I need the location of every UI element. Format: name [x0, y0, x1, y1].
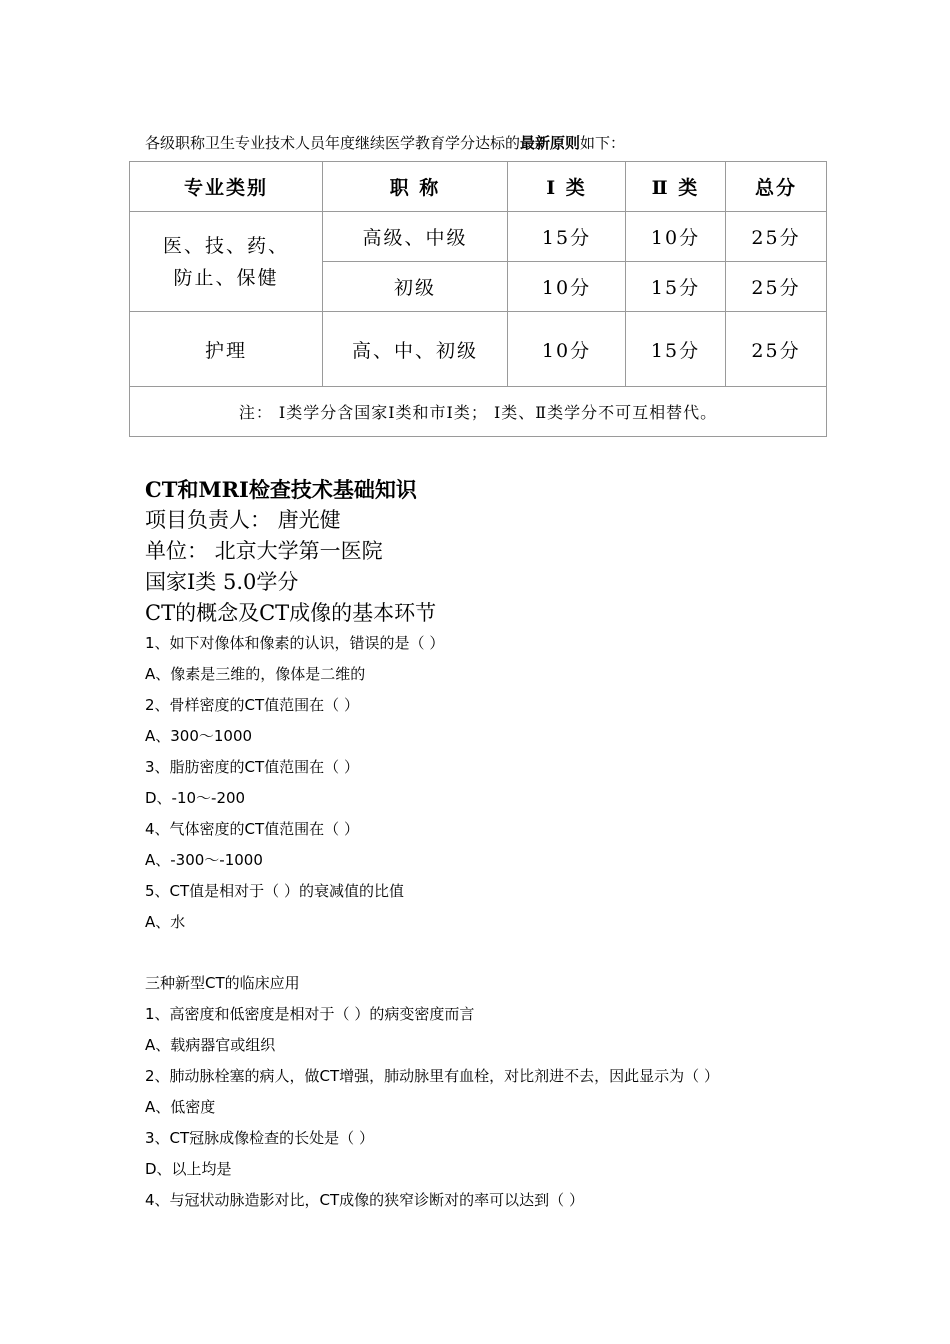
course-leader: 项目负责人： 唐光健 [145, 508, 341, 532]
table-note: 注： Ⅰ类学分含国家Ⅰ类和市Ⅰ类； Ⅰ类、Ⅱ类学分不可互相替代。 [130, 387, 827, 437]
table-row [130, 312, 827, 387]
category-line-2: 防止、保健 [173, 266, 279, 289]
list-item: 5、CT值是相对于（ ）的衰减值的比值 [145, 882, 404, 900]
list-item: 4、与冠状动脉造影对比，CT成像的狭窄诊断对的率可以达到（ ） [145, 1191, 584, 1209]
course-title: CT和MRI检查技术基础知识 [145, 477, 417, 502]
course-unit: 单位： 北京大学第一医院 [145, 539, 383, 563]
table-header-row [130, 162, 827, 212]
table-cell: 10分 [626, 212, 726, 262]
table-cell: 15分 [626, 312, 726, 387]
table-cell: 25分 [726, 312, 827, 387]
header-class1: Ⅰ 类 [508, 162, 626, 212]
table-cell: 10分 [508, 262, 626, 312]
course-credit: 国家Ⅰ类 5.0学分 [145, 570, 299, 594]
course-section: CT的概念及CT成像的基本环节 [145, 601, 437, 625]
list-item: D、-10～-200 [145, 789, 246, 807]
list-item: A、载病器官或组织 [145, 1036, 276, 1054]
category-nursing: 护理 [130, 312, 323, 387]
table-cell: 10分 [508, 312, 626, 387]
table-cell: 25分 [726, 212, 827, 262]
header-class2: Ⅱ 类 [626, 162, 726, 212]
intro-suffix: 如下： [580, 134, 626, 152]
list-item: A、水 [145, 913, 186, 931]
list-item: 2、肺动脉栓塞的病人，做CT增强，肺动脉里有血栓，对比剂进不去，因此显示为（ ） [145, 1067, 719, 1085]
list-item: A、低密度 [145, 1098, 216, 1116]
list-item: 2、骨样密度的CT值范围在（ ） [145, 696, 359, 714]
intro-bold: 最新原则 [520, 134, 581, 152]
section-heading: 三种新型CT的临床应用 [145, 974, 300, 992]
header-category: 专业类别 [130, 162, 323, 212]
table-cell: 初级 [323, 262, 508, 312]
list-item: D、以上均是 [145, 1160, 232, 1178]
table-cell: 高级、中级 [323, 212, 508, 262]
table-cell: 15分 [626, 262, 726, 312]
list-item: A、300～1000 [145, 727, 253, 745]
list-item: 3、脂肪密度的CT值范围在（ ） [145, 758, 359, 776]
intro-prefix: 各级职称卫生专业技术人员年度继续医学教育学分达标的 [145, 134, 521, 152]
list-item: 3、CT冠脉成像检查的长处是（ ） [145, 1129, 374, 1147]
table-note-row [130, 387, 827, 437]
credit-table [129, 161, 827, 437]
category-medical [130, 212, 323, 312]
list-item: 1、如下对像体和像素的认识，错误的是（ ） [145, 634, 445, 652]
list-item: 4、气体密度的CT值范围在（ ） [145, 820, 359, 838]
list-item: 1、高密度和低密度是相对于（ ）的病变密度而言 [145, 1005, 475, 1023]
list-item: A、-300～-1000 [145, 851, 263, 869]
table-row [130, 212, 827, 262]
header-title: 职 称 [323, 162, 508, 212]
table-cell: 高、中、初级 [323, 312, 508, 387]
intro-text [145, 132, 625, 154]
table-cell: 25分 [726, 262, 827, 312]
list-item: A、像素是三维的，像体是二维的 [145, 665, 366, 683]
category-line-1: 医、技、药、 [162, 234, 289, 257]
header-total: 总分 [726, 162, 827, 212]
table-cell: 15分 [508, 212, 626, 262]
